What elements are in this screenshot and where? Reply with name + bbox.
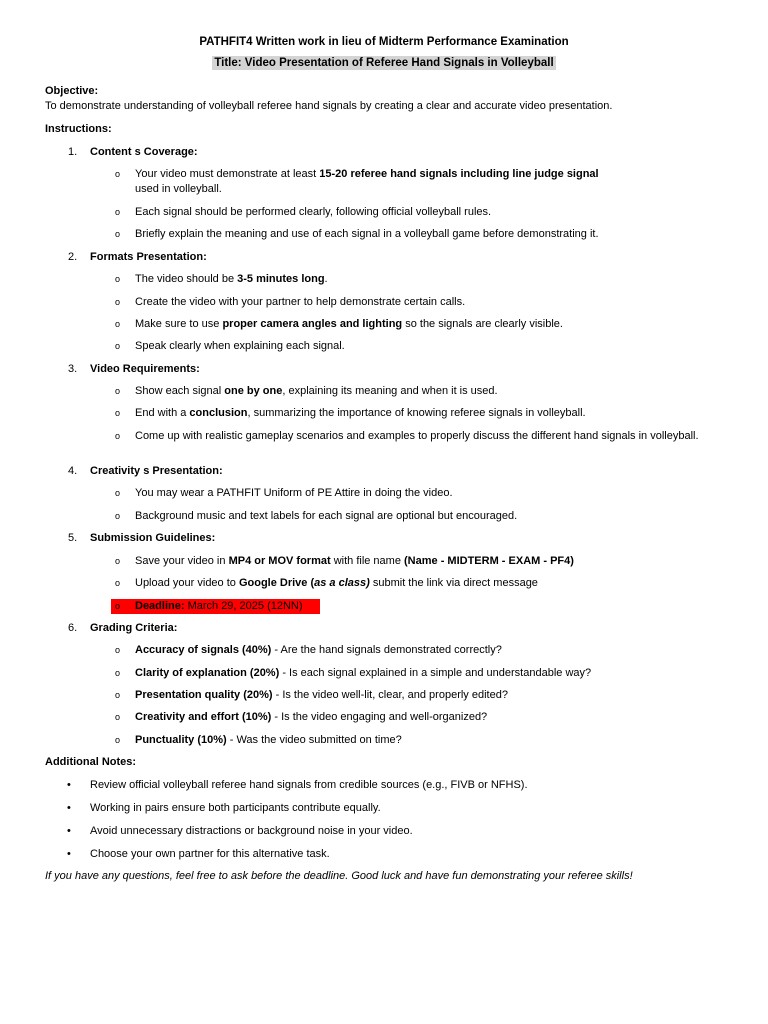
bullet-marker: • — [67, 802, 71, 814]
document-title-row — [0, 57, 768, 69]
list-marker: o — [115, 229, 121, 239]
note-item: Avoid unnecessary distractions or background noise in your video. — [90, 825, 413, 837]
section-title: Video Requirements: — [90, 363, 200, 375]
criteria-item: Punctuality (10%) - Was the video submitted on time? — [135, 734, 402, 746]
list-marker: o — [115, 319, 121, 329]
list-item: Your video must demonstrate at least 15-20 referee hand signals including line judge signal — [135, 168, 599, 180]
section-title: Formats Presentation: — [90, 251, 207, 263]
document-title: Title: Video Presentation of Referee Hand Signals in Volleyball — [214, 57, 554, 69]
instructions-heading: Instructions: — [45, 123, 112, 135]
section-number: 1. — [68, 146, 78, 158]
section-number: 2. — [68, 251, 78, 263]
list-marker: o — [115, 488, 121, 498]
list-marker: o — [115, 511, 121, 521]
list-item: Come up with realistic gameplay scenarios and examples to properly discuss the different hand signals in volleyball. — [135, 430, 699, 442]
note-item: Working in pairs ensure both participants contribute equally. — [90, 802, 381, 814]
list-marker: o — [115, 297, 121, 307]
list-marker: o — [115, 712, 121, 722]
list-marker: o — [115, 431, 121, 441]
criteria-item: Presentation quality (20%) - Is the video well-lit, clear, and properly edited? — [135, 689, 508, 701]
list-marker: o — [115, 668, 121, 678]
list-item: End with a conclusion, summarizing the importance of knowing referee signals in volleyball. — [135, 407, 586, 419]
list-item: Save your video in MP4 or MOV format with file name (Name - MIDTERM - EXAM - PF4) — [135, 555, 574, 567]
list-item-continuation: used in volleyball. — [135, 183, 222, 195]
bullet-marker: • — [67, 848, 71, 860]
list-marker: o — [115, 735, 121, 745]
list-item: Create the video with your partner to help demonstrate certain calls. — [135, 296, 466, 308]
list-marker: o — [115, 645, 121, 655]
list-marker: o — [115, 601, 121, 611]
list-marker: o — [115, 556, 121, 566]
criteria-item: Accuracy of signals (40%) - Are the hand signals demonstrated correctly? — [135, 644, 502, 656]
section-title: Creativity s Presentation: — [90, 465, 223, 477]
list-item: Show each signal one by one, explaining its meaning and when it is used. — [135, 385, 498, 397]
criteria-item: Creativity and effort (10%) - Is the video engaging and well-organized? — [135, 711, 488, 723]
additional-notes-heading: Additional Notes: — [45, 756, 137, 768]
note-item: Review official volleyball referee hand signals from credible sources (e.g., FIVB or NFHS). — [90, 779, 528, 791]
list-marker: o — [115, 207, 121, 217]
list-marker: o — [115, 341, 121, 351]
closing-note: If you have any questions, feel free to ask before the deadline. Good luck and have fun demonstrating your referee skills! — [45, 870, 633, 882]
section-number: 4. — [68, 465, 78, 477]
bullet-marker: • — [67, 825, 71, 837]
note-item: Choose your own partner for this alternative task. — [90, 848, 330, 860]
list-item: You may wear a PATHFIT Uniform of PE Attire in doing the video. — [135, 487, 453, 499]
list-item: Make sure to use proper camera angles and lighting so the signals are clearly visible. — [135, 318, 563, 330]
list-marker: o — [115, 274, 121, 284]
list-item: Each signal should be performed clearly, following official volleyball rules. — [135, 206, 492, 218]
bullet-marker: • — [67, 779, 71, 791]
section-number: 3. — [68, 363, 78, 375]
list-item: Background music and text labels for each signal are optional but encouraged. — [135, 510, 518, 522]
section-title: Submission Guidelines: — [90, 532, 216, 544]
list-item: Upload your video to Google Drive (as a class) submit the link via direct message — [135, 577, 538, 589]
section-number: 5. — [68, 532, 78, 544]
deadline-item: Deadline: March 29, 2025 (12NN) — [135, 600, 303, 612]
list-item: Speak clearly when explaining each signal. — [135, 340, 345, 352]
objective-heading: Objective: — [45, 85, 99, 97]
list-marker: o — [115, 408, 121, 418]
list-marker: o — [115, 578, 121, 588]
section-number: 6. — [68, 622, 78, 634]
section-title: Grading Criteria: — [90, 622, 178, 634]
document-header: PATHFIT4 Written work in lieu of Midterm Performance Examination — [199, 36, 569, 48]
list-marker: o — [115, 169, 121, 179]
list-marker: o — [115, 386, 121, 396]
section-title: Content s Coverage: — [90, 146, 198, 158]
list-item: The video should be 3-5 minutes long. — [135, 273, 328, 285]
objective-text: To demonstrate understanding of volleyball referee hand signals by creating a clear and accurate video presentation. — [45, 100, 613, 112]
list-item: Briefly explain the meaning and use of each signal in a volleyball game before demonstrating it. — [135, 228, 599, 240]
criteria-item: Clarity of explanation (20%) - Is each signal explained in a simple and understandable way? — [135, 667, 592, 679]
list-marker: o — [115, 690, 121, 700]
